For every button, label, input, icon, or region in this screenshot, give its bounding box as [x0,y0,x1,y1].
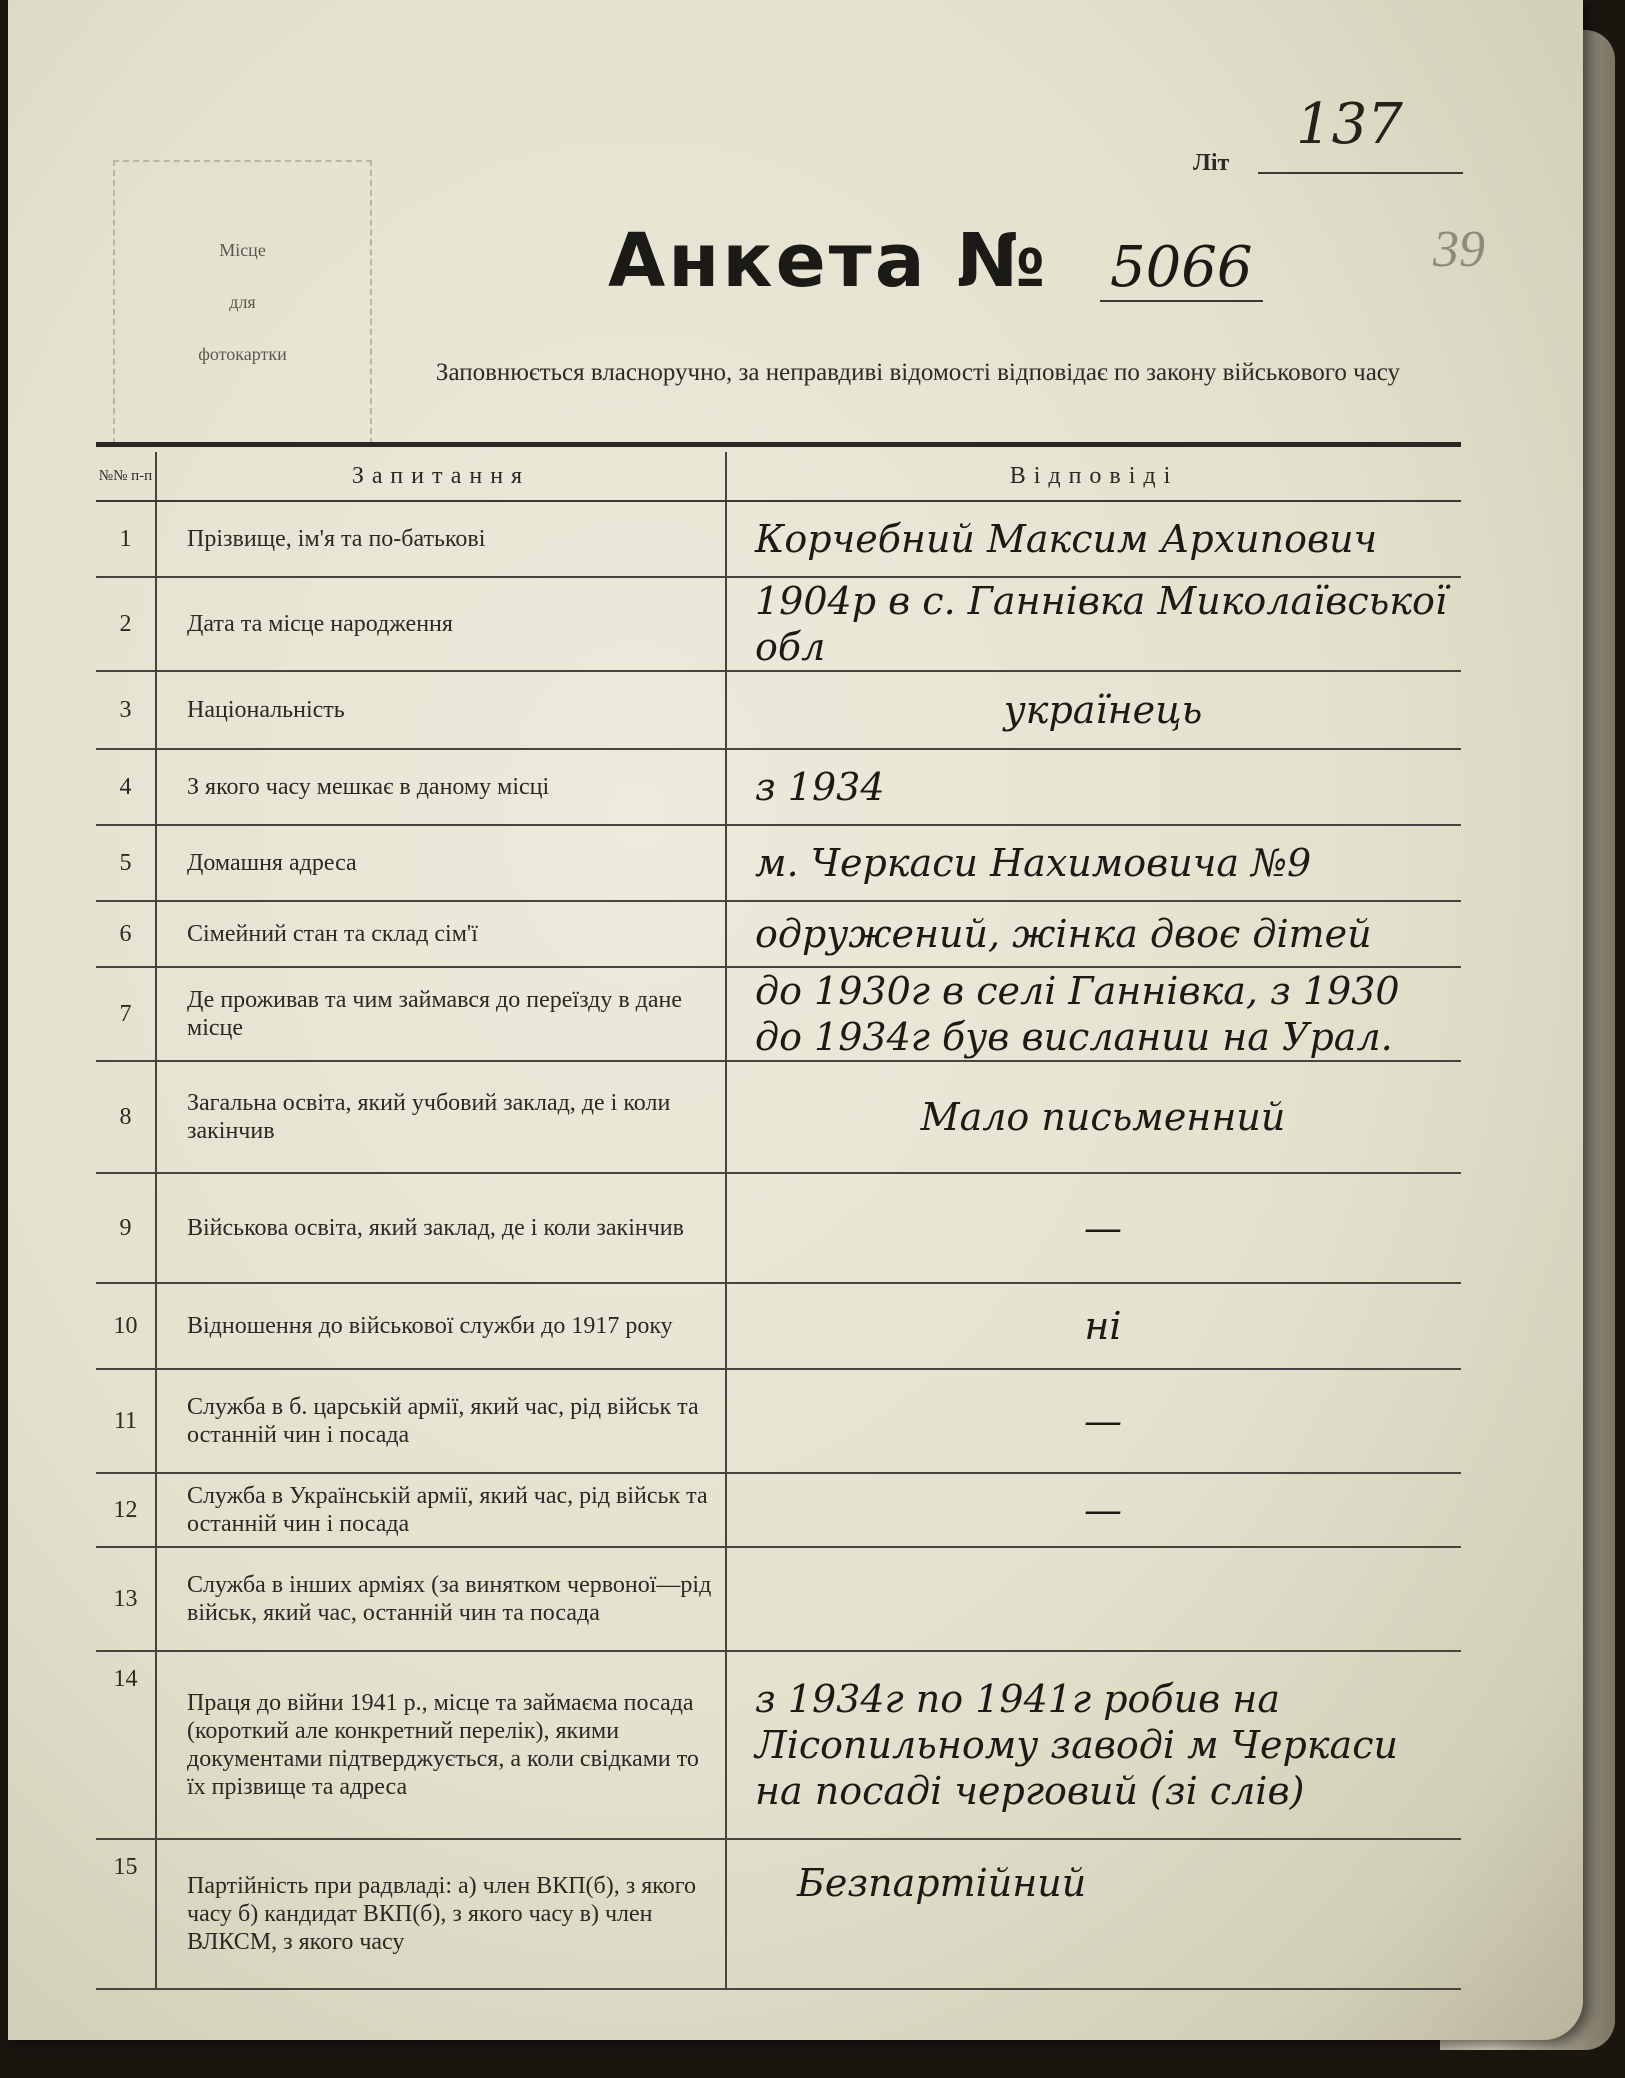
row-number: 4 [96,749,156,825]
row-number: 12 [96,1473,156,1547]
col-header-answer: Відповіді [726,452,1461,501]
row-answer [726,1547,1461,1651]
row-answer: Безпартійний [726,1839,1461,1989]
row-number: 1 [96,501,156,577]
row-number: 14 [96,1651,156,1839]
row-number: 15 [96,1839,156,1989]
row-answer: — [726,1369,1461,1473]
table-row [96,577,1461,671]
row-answer: одружений, жінка двоє дітей [726,901,1461,967]
row-question: Дата та місце народження [156,577,726,671]
row-question: Служба в б. царській армії, який час, рід військ та останній чин і посада [156,1369,726,1473]
header-rule [96,442,1461,447]
row-question: Військова освіта, який заклад, де і коли закінчив [156,1173,726,1283]
row-number: 11 [96,1369,156,1473]
table-row [96,1473,1461,1547]
row-question: Служба в інших арміях (за винятком червоної—рід військ, який час, останній чин та посада [156,1547,726,1651]
row-question: Служба в Українській армії, який час, рід військ та останній чин і посада [156,1473,726,1547]
row-number: 13 [96,1547,156,1651]
lit-underline [1258,172,1463,174]
table-row [96,671,1461,749]
photo-placeholder-line-1: Місце [219,240,266,260]
questionnaire-sheet [8,0,1583,2040]
photo-placeholder-line-3: фотокартки [198,344,287,364]
row-number: 10 [96,1283,156,1369]
row-answer: ні [726,1283,1461,1369]
photo-placeholder-line-2: для [229,292,256,312]
form-subtitle: Заповнюється власноручно, за неправдиві відомості відповідає по закону військового часу [435,359,1401,386]
col-header-no: №№ п-п [96,452,156,501]
row-question: Відношення до військової служби до 1917 року [156,1283,726,1369]
row-question: Домашня адреса [156,825,726,901]
row-question: З якого часу мешкає в даному місці [156,749,726,825]
lit-label: Літ [1193,150,1230,176]
row-number: 5 [96,825,156,901]
photo-placeholder [113,160,372,444]
table-row [96,825,1461,901]
table-row [96,1651,1461,1839]
row-number: 8 [96,1061,156,1173]
row-question: Прізвище, ім'я та по-батькові [156,501,726,577]
table-row [96,1283,1461,1369]
row-answer: 1904р в с. Ганнівка Миколаївської обл [726,577,1461,671]
row-question: Де проживав та чим займався до переїзду в дане місце [156,967,726,1061]
form-number: 5066 [1100,235,1263,302]
form-title: Анкета № [608,218,1049,304]
table-row [96,967,1461,1061]
table-row [96,901,1461,967]
side-number: 39 [1433,221,1485,278]
lit-number: 137 [1296,92,1403,157]
questionnaire-table [96,452,1461,1990]
row-number: 7 [96,967,156,1061]
row-number: 3 [96,671,156,749]
table-row [96,749,1461,825]
row-answer: з 1934г по 1941г робив на Лісопильному заводі м Черкаси на посаді черговий (зі слів) [726,1651,1461,1839]
row-answer: українець [726,671,1461,749]
row-answer: — [726,1173,1461,1283]
table-header-row [96,452,1461,501]
row-number: 2 [96,577,156,671]
table-row [96,1839,1461,1989]
row-answer: з 1934 [726,749,1461,825]
table-row [96,501,1461,577]
row-answer: до 1930г в селі Ганнівка, з 1930 до 1934г був вислании на Урал. [726,967,1461,1061]
row-question: Партійність при радвладі: а) член ВКП(б), з якого часу б) кандидат ВКП(б), з якого часу в) член ВЛКСМ, з якого часу [156,1839,726,1989]
row-answer: м. Черкаси Нахимовича №9 [726,825,1461,901]
row-answer: — [726,1473,1461,1547]
table-row [96,1173,1461,1283]
table-row [96,1547,1461,1651]
col-header-question: Запитання [156,452,726,501]
row-question: Сімейний стан та склад сім'ї [156,901,726,967]
row-question: Загальна освіта, який учбовий заклад, де і коли закінчив [156,1061,726,1173]
row-number: 6 [96,901,156,967]
table-row [96,1369,1461,1473]
row-answer: Мало письменний [726,1061,1461,1173]
table-row [96,1061,1461,1173]
row-number: 9 [96,1173,156,1283]
row-question: Національність [156,671,726,749]
row-answer: Корчебний Максим Архипович [726,501,1461,577]
row-question: Праця до війни 1941 р., місце та займаєма посада (короткий але конкретний перелік), якими документами підтверджується, а коли свідками то їх прізвище та адреса [156,1651,726,1839]
